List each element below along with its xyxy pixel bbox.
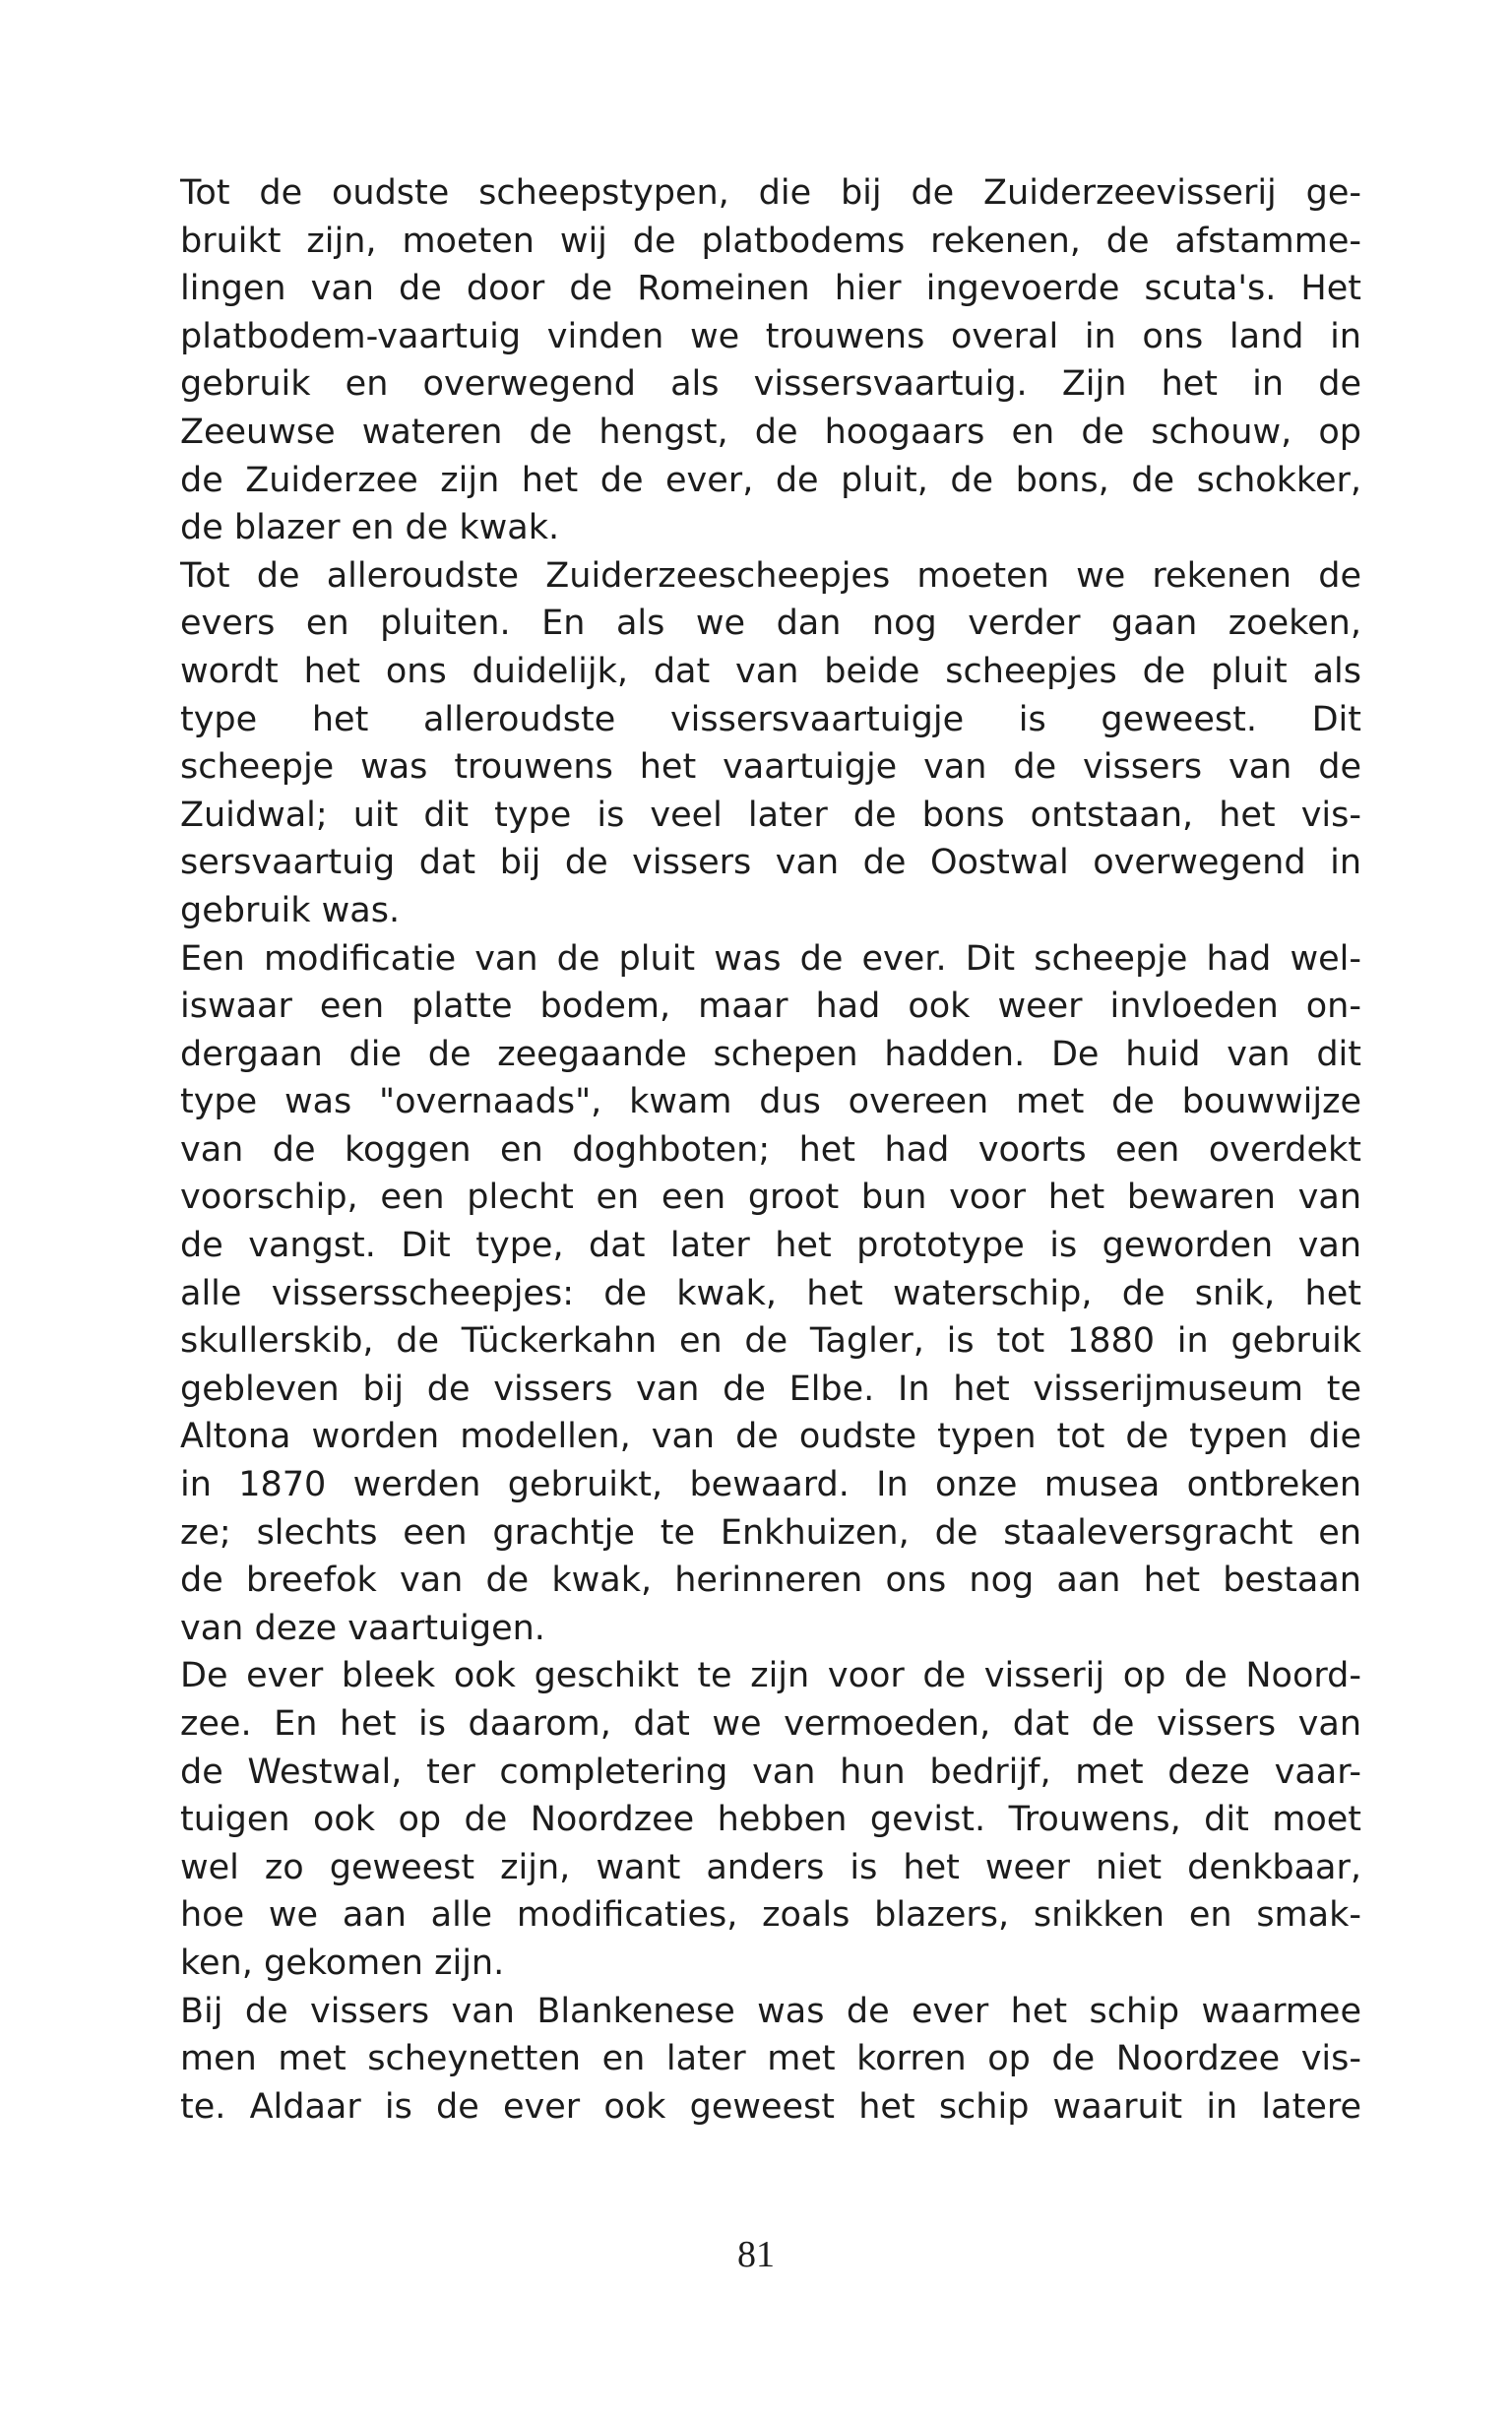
text-line: ken, gekomen zijn. [180, 1943, 505, 1983]
text-line: de breefok van de kwak, herinneren ons nog aan het bestaan [180, 1561, 1361, 1601]
text-line: iswaar een platte bodem, maar had ook weer invloeden on- [180, 987, 1361, 1027]
text-line: zee. En het is daarom, dat we vermoeden, dat de vissers van [180, 1704, 1361, 1744]
text-line: gebleven bij de vissers van de Elbe. In het visserijmuseum te [180, 1369, 1361, 1409]
text-line: dergaan die de zeegaande schepen hadden. De huid van dit [180, 1034, 1361, 1074]
text-line: type het alleroudste vissersvaartuigje is geweest. Dit [180, 699, 1361, 739]
text-line: skullerskib, de Tückerkahn en de Tagler, is tot 1880 in gebruik [180, 1321, 1361, 1362]
text-line: tuigen ook op de Noordzee hebben gevist. Trouwens, dit moet [180, 1800, 1361, 1840]
text-line: voorschip, een plecht en een groot bun voor het bewaren van [180, 1178, 1361, 1218]
text-line: te. Aldaar is de ever ook geweest het schip waaruit in latere [180, 2086, 1361, 2127]
text-line: gebruik was. [180, 890, 401, 930]
text-line: de Zuiderzee zijn het de ever, de pluit, de bons, de schokker, [180, 460, 1361, 500]
text-line: hoe we aan alle modificaties, zoals blazers, snikken en smak- [180, 1895, 1361, 1936]
text-line: bruikt zijn, moeten wij de platbodems rekenen, de afstamme- [180, 221, 1361, 261]
text-line: Tot de oudste scheepstypen, die bij de Zuiderzeevisserij ge- [180, 173, 1361, 213]
text-line: lingen van de door de Romeinen hier ingevoerde scuta's. Het [180, 269, 1361, 309]
text-line: platbodem-vaartuig vinden we trouwens overal in ons land in [180, 316, 1361, 356]
text-line: in 1870 werden gebruikt, bewaard. In onze musea ontbreken [180, 1465, 1361, 1505]
text-line: type was "overnaads", kwam dus overeen met de bouwwijze [180, 1082, 1361, 1122]
text-line: wel zo geweest zijn, want anders is het weer niet denkbaar, [180, 1847, 1361, 1887]
text-line: de blazer en de kwak. [180, 508, 560, 548]
text-line: sersvaartuig dat bij de vissers van de Oostwal overwegend in [180, 843, 1361, 883]
text-line: Zeeuwse wateren de hengst, de hoogaars en de schouw, op [180, 412, 1361, 452]
text-line: de Westwal, ter completering van hun bedrijf, met deze vaar- [180, 1752, 1361, 1792]
text-line: Zuidwal; uit dit type is veel later de bons ontstaan, het vis- [180, 795, 1361, 835]
text-line: de vangst. Dit type, dat later het prototype is geworden van [180, 1226, 1361, 1266]
text-line: De ever bleek ook geschikt te zijn voor de visserij op de Noord- [180, 1656, 1361, 1696]
text-line: evers en pluiten. En als we dan nog verder gaan zoeken, [180, 604, 1361, 644]
text-line: Tot de alleroudste Zuiderzeescheepjes moeten we rekenen de [180, 555, 1361, 596]
text-line: scheepje was trouwens het vaartuigje van de vissers van de [180, 747, 1361, 788]
text-line: van deze vaartuigen. [180, 1608, 545, 1648]
text-line: Een modificatie van de pluit was de ever. Dit scheepje had wel- [180, 938, 1361, 979]
text-line: ze; slechts een grachtje te Enkhuizen, de staaleversgracht en [180, 1512, 1361, 1553]
text-line: alle vissersscheepjes: de kwak, het waterschip, de snik, het [180, 1273, 1361, 1313]
text-line: gebruik en overwegend als vissersvaartuig. Zijn het in de [180, 364, 1361, 405]
body-text [180, 169, 1361, 2131]
text-line: men met scheynetten en later met korren op de Noordzee vis- [180, 2039, 1361, 2079]
text-line: van de koggen en doghboten; het had voorts een overdekt [180, 1129, 1361, 1170]
text-line: Altona worden modellen, van de oudste typen tot de typen die [180, 1417, 1361, 1457]
text-line: wordt het ons duidelijk, dat van beide scheepjes de pluit als [180, 651, 1361, 691]
text-line: Bij de vissers van Blankenese was de ever het schip waarmee [180, 1991, 1361, 2031]
page-number: 81 [737, 2234, 775, 2275]
